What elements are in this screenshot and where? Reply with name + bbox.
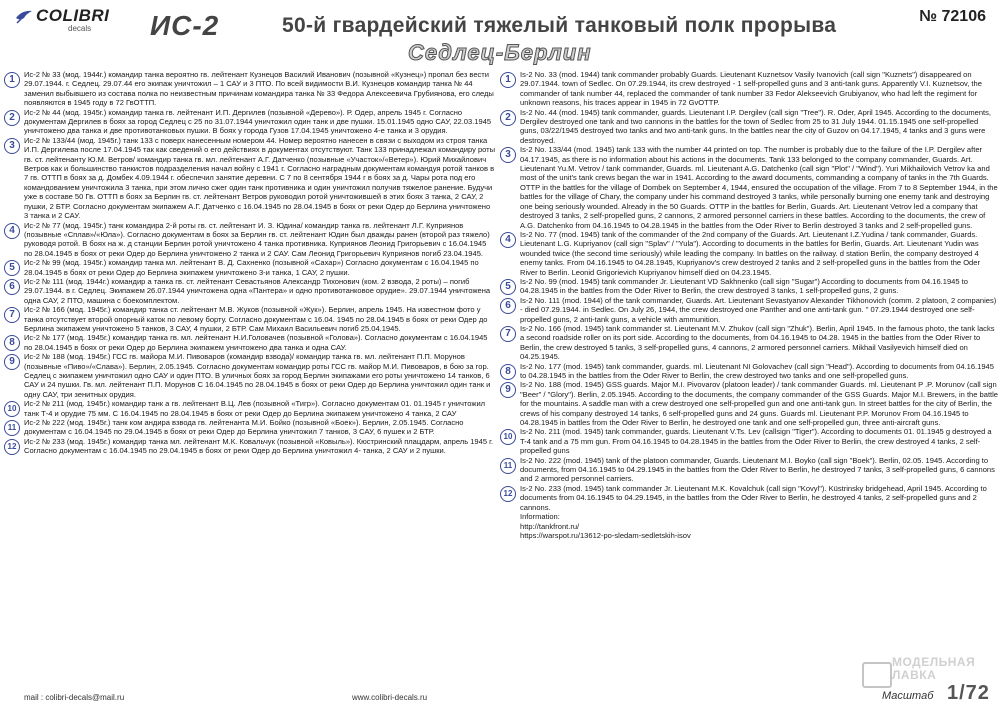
entry-text: Is-2 No. 233 (mod. 1945) tank commander Jr. Lieutenant M.K. Kovalchuk (call sign "Kovyl"). Küstrinsky bridgehead, April 1945. According to documents from 04.16.1945 to 04.29.1945, in the battles from the Oder River to Berlin, he destroyed 4 tanks, 2 self-propelled guns and 2 cannons. — [520, 483, 987, 512]
page-header — [0, 0, 1000, 70]
information-block — [498, 512, 998, 540]
entry-text: Is-2 No. 111 (mod. 1944) of the tank commander, Guards. Art. Lieutenant Sevastyanov Alexander Tikhonovich (comm. 2 platoon, 2 companies) - died 07.29.1944. in Sedlec. On July 26, 1944, the crew destroyed one Panther and one anti-tank gun. " 07.29.1944 destroyed one self-propelled guns, 2 anti-tank guns, a vehicle with ammunition. — [520, 295, 997, 324]
ru-entry — [2, 277, 496, 305]
footer-email[interactable]: mail : colibri-decals@mail.ru — [24, 693, 125, 702]
entry-text: Ис-2 № 177 (мод. 1945г.) командир танка гв. мл. лейтенант Н.И.Головачев (позывной «Голова»). Согласно документам с 16.04.1945 по 28.04.1945 в боях от реки Одер до Берлина экипажем уничтожено два танка и одна САУ. — [24, 333, 488, 352]
entry-text: Is-2 No. 211 (mod. 1945) tank commander, guards. Lieutenant V.Ts. Lev (callsign "Tiger"). According to documents 01. 01.1945 g destroyed a T-4 tank and a 75 mm gun. From 04.16.1945 to 04.28.1945 in the battles from the Oder River to Berlin, the crew destroyed 4 tanks, 2 self-propelled guns — [520, 427, 992, 456]
brand-sub: decals — [68, 24, 92, 33]
unit-title: 50-й гвардейский тяжелый танковый полк прорыва — [282, 14, 837, 37]
en-entry — [498, 230, 998, 277]
entry-text: Ис-2 № 33 (мод. 1944г.) командир танка вероятно гв. лейтенант Кузнецов Василий Иванович (позывной «Кузнец») пропал без вести 29.07.1944. г. Седлец. 29.07.44 его экипаж уничтожил – 1 САУ и 3 ПТО. По всей видимости В.И. Кузнецов командир танка № 44 заменил выбывшего из состава полка по неизвестным причинам командира танка № 33 Федора Алексеевича Грубиянова, его следы появляются в 1945 году в 72 ГвОТТП. — [24, 70, 494, 108]
ru-entry — [2, 437, 496, 456]
en-entry — [498, 296, 998, 324]
shop-icon — [862, 662, 892, 688]
entry-number-badge: 10 — [4, 401, 20, 417]
entry-number-badge: 4 — [500, 232, 516, 248]
scale-value: 1/72 — [947, 682, 990, 704]
source-link-tankfront[interactable]: http://tankfront.ru/ — [520, 521, 580, 531]
entry-text: Ис-2 № 233 (мод. 1945г.) командир танка мл. лейтенант М.К. Ковальчук (позывной «Ковыль»). Кюстринский плацдарм, апрель 1945 г. Согласно документам с 16.04.1945 по 29.04.1945 в боях от реки Одер до Берлина уничтожил 4- танка, 2 САУ и 2 пушки. — [24, 436, 494, 456]
en-entry — [498, 380, 998, 427]
en-entry — [498, 70, 998, 108]
colibri-logo — [8, 4, 123, 34]
en-entry — [498, 362, 998, 381]
entry-text: Ис-2 № 44 (мод. 1945г.) командир танка гв. лейтенант И.П. Дергилев (позывной «Дерево»). Р. Одер, апрель 1945 г. Согласно документам Дергилев в боях за город Седлец с 25 по 31.07.1944 уничтожил один танк и две пушки. 15.01.1945 одно САУ, 22.03.1945 уничтожено два танка и две противотанковых пушки. В боях у города Гузов 17.04.1945 уничтожено 4-е танка и 3 орудия. — [24, 107, 492, 136]
ru-entry — [2, 399, 496, 418]
entry-text: Ис-2 № 166 (мод. 1945г.) командир танка ст. лейтенант М.В. Жуков (позывной «Жук»). Берлин, апрель 1945. На известном фото у танка отсутствует второй опорный каток по левому борту. Согласно документам с 16.04. 1945 по 28.04.1945 в боях от реки Одер до Берлина экипажем уничтожено 5 танков, 3 САУ, 4 пушки, 2 БТР. Сам Михаил Васильевич погиб 25.04.1945. — [24, 305, 488, 333]
entry-text: Ис-2 № 99 (мод. 1945г.) командир танка мл. лейтенант В. Д. Сахненко (позывной «Сахар») Согласно документам с 16.04.1945 по 28.04.1945 в боях от реки Одер до Берлина экипажем уничтожено 3-и танка, 1 САУ, 2 пушки. — [24, 258, 479, 277]
entry-text: Ис-2 № 188 (мод. 1945г.) ГСС гв. майора М.И. Пивоваров (командир взвода)/ командир танка гв. мл. лейтенант П.П. Морунов (позывные «Пиво»/«Слава»). Берлин, 2.05.1945. Согласно документам командир роты ГСС гв. майор М.И. Пивоваров, в бою за гор. Седлец с экипажем уничтожил одно САУ и один ПТО. В уличных боях за город Берлин экипажами его роты уничтожено 14 танков, 6 САУ и 24 пушки. Гв. мл. лейтенант П.П. Морунов С 16.04.1945 по 28.04.1945 в боях от реки Одер до Берлина уничтожил один танк и одну САУ, три зенитных орудия. — [24, 352, 491, 399]
entry-number-badge: 4 — [4, 223, 20, 239]
entry-number-badge: 2 — [500, 110, 516, 126]
en-entry — [498, 427, 998, 455]
entry-text: Is-2 No. 222 (mod. 1945) tank of the platoon commander, Guards. Lieutenant M.I. Boyko (call sign "Boek"). Berlin, 02.05. 1945. According to documents, from 04.16.1945 to 04.29.1945 in the battles from the Oder River to Berlin, he destroyed 7 tanks, 3 self-propelled guns, 6 cannons and 2 armored personnel carriers. — [520, 455, 995, 484]
entry-number-badge: 2 — [4, 110, 20, 126]
entry-number-badge: 11 — [500, 458, 516, 474]
entry-text: Is-2 No. 99 (mod. 1945) tank commander Jr. Lieutenant VD Sakhnenko (call sign "Sugar") According to documents from 04.16.1945 to 04.28.1945 in the battles from the Oder River to Berlin, the crew destroyed 3 tanks, 1 self-propelled guns, 2 guns. — [520, 276, 968, 296]
entry-number-badge: 5 — [4, 260, 20, 276]
entry-text: Is-2 No. 133/44 (mod. 1945) tank 133 with the number 44 printed on top. The number is probably due to the failure of the I.P. Dergilev after 04.17.1945, as there is no information about his actions in the documents. Tank 133 belonged to the company commander, Guards. Art. Lieutenant Yu.M. Vetrov / tank commander, Guards. ml. Lieutenant A.G. Datchenko (call sign "Plot" / "Wind"). Yuri Mikhailovich Vetrov ka and most of the unit's tank crews began the war in 1941. According to the award documents, commanding a company of tanks in the 7th Guards. OTTP in the battles for the village of Dombek on September 4, 1944, ensured the occupation of the village. From 7 to 8 September 1944, in the battles for the village of Chary, the company under his command destroyed 3 tanks, while personally burning one enemy tank and destroying one being seriously wounded. Already in the 50 Guards. OTTP in the battles for Berlin, Guards. Art. Lieutenant Vetrov led a company that destroyed 3 tanks, 2 self-propelled guns, 2 cannons, 2 armored personnel carriers in these battles. According to the documents, the crew of A.G. Datchenko from 04.16.1945 to 04.28.1945 in the battles from the Oder River to Berlin destroyed 3 tanks and 2 self-propelled guns. — [520, 145, 998, 230]
ru-entry — [2, 108, 496, 136]
entry-text: Is-2 No. 77 (mod. 1945) tank of the commander of the 2nd company of the Guards. Art. Lieutenant I.Z.Yudina / tank commander, Guards. Lieutenant L.G. Kupriyanov (call sign "Splav" / "Yula"). According to documents in the battles for Berlin, Guards. Art. Lieutenant Yudin was wounded twice (the second time seriously) while leading the company. In battles on the railway. d station Berlin, the company destroyed 4 enemy tanks. From 04.16.1945 to 04.28.1945, Kupriyanov's crew destroyed 2 tanks and 2 self-propelled guns in the battles from the Oder River to Berlin. Leonid Grigorievich Kupriyanov himself died on 04.23.1945. — [520, 229, 980, 277]
ru-entry — [2, 136, 496, 221]
entry-text: Is-2 No. 188 (mod. 1945) GSS guards. Major M.I. Pivovarov (platoon leader) / tank commander Guards. ml. Lieutenant P .P. Morunov (call sign "Beer" / "Glory"). Berlin, 2.05.1945. According to the documents, the company commander of the GSS Guards. Major M.I. Brewers, in the battle for the mountains. A saddle man with a crew destroyed one self-propelled gun and one anti-tank gun. In street battles for the city of Berlin, the crews of his company destroyed 14 tanks, 6 self-propelled guns and 24 guns. Guards ml. Lieutenant P.P. Morunov From 04.16.1945 to 04.28.1945 in battles from the Oder River to Berlin, he destroyed one tank and one self-propelled gun, three anti-aircraft guns. — [520, 380, 999, 428]
entry-number-badge: 12 — [4, 439, 20, 455]
watermark-logo — [862, 655, 976, 692]
en-entry — [498, 456, 998, 484]
entry-text: Is-2 No. 166 (mod. 1945) tank commander st. Lieutenant M.V. Zhukov (call sign "Zhuk"). Berlin, April 1945. In the famous photo, the tank lacks a second roadside roller on its port side. According to the documents, from 04.16.1945 to 04.28. 1945 in the battles from the Oder River to Berlin, the crew destroyed 5 tanks, 3 self-propelled guns, 4 cannons, 2 armored personnel carriers. Mikhail Vasilyevich himself died on 04.25.1945. — [520, 323, 995, 362]
model-title: ИС-2 — [150, 10, 220, 41]
scale-label: Масштаб — [882, 690, 934, 702]
entry-text: Ис-2 № 211 (мод. 1945г.) командир танк а гв. лейтенант В.Ц. Лев (позывной «Тигр»). Согласно документам 01. 01.1945 г уничтожил танк Т-4 и орудие 75 мм. С 16.04.1945 по 28.04.1945 в боях от реки Одер до Берлина экипажем уничтожено 4 танка, 2 САУ — [24, 399, 486, 418]
entry-text: Is-2 No. 177 (mod. 1945) tank commander, guards. ml. Lieutenant NI Golovachev (call sign "Head"). According to documents from 04.16.1945 to 04.28.1945 in the battles from the Oder River to Berlin, the crew destroyed two tanks and one self-propelled guns. — [520, 361, 994, 380]
en-entry — [498, 324, 998, 362]
en-entry — [498, 484, 998, 512]
entry-number-badge: 7 — [4, 307, 20, 323]
entry-number-badge: 8 — [500, 364, 516, 380]
footer-website[interactable]: www.colibri-decals.ru — [352, 693, 428, 702]
entry-text: Is-2 No. 44 (mod. 1945) tank commander, guards. Lieutenant I.P. Dergilev (call sign "Tree"). R. Oder, April 1945. According to the documents, Dergilev destroyed one tank and two cannons in the battles for the town of Sedlec from 25 to 31 July 1944. 01.15.1945 one self-propelled guns, 03/22/1945 destroyed two tanks and two anti-tank guns. In the battles near the city of Guzov on 04.17.1945, 4 tanks and 3 guns were destroyed. — [520, 107, 991, 145]
entry-number-badge: 6 — [500, 298, 516, 314]
entry-number-badge: 6 — [4, 279, 20, 295]
entry-text: Is-2 No. 33 (mod. 1944) tank commander probably Guards. Lieutenant Kuznetsov Vasily Ivanovich (call sign "Kuznets") disappeared on 29.07.1944. town of Sedlec. On 07.29.1944, its crew destroyed - 1 self-propelled guns and 3 anti-tank guns. Apparently V.I. Kuznetsov, the commander of tank number 44, replaced the commander of tank number 33 Fedor Alekseevich Grubiyanov, who had left the regiment for unknown reasons, his traces appear in 1945 in 72 GvOTTP. — [520, 70, 982, 108]
ru-entry — [2, 221, 496, 259]
kit-number: № 72106 — [919, 8, 986, 25]
watermark-text: МОДЕЛЬНАЯ ЛАВКА — [892, 655, 976, 682]
information-label: Information: — [520, 512, 560, 522]
ru-entry — [2, 418, 496, 437]
entry-number-badge: 12 — [500, 486, 516, 502]
ru-entry — [2, 70, 496, 108]
entry-number-badge: 9 — [500, 382, 516, 398]
entry-text: Ис-2 № 77 (мод. 1945г.) танк командира 2-й роты гв. ст. лейтенант И. З. Юдина/ командир танка гв. лейтенант Л.Г. Куприянов (позывные «Сплав»/«Юла»). Согласно документам в боях за Берлин гв. ст. лейтенант Юдин был дважды ранен (второй раз тяжело) руководя ротой. В боях на ж. д станции Берлин ротой уничтожено 4 танка противника. Куприянов Леонид Григорьевич с 16.04.1945 по 28.04.1945 в боях от реки Одер до Берлина уничтожено 2 танка и 2 САУ. Сам Леонид Григорьевич Куприянов погиб 23.04.1945. — [24, 220, 490, 258]
ru-entry — [2, 258, 496, 277]
en-entry — [498, 277, 998, 296]
entry-text: Ис-2 № 111 (мод. 1944г.) командир а танка гв. ст. лейтенант Севастьянов Александр Тихонович (ком. 2 взвода, 2 роты) – погиб 29.07.1944. в г. Седлец. Экипажем 26.07.1944 уничтожена одна «Пантера» и одно противотанковое орудие». 29.07.1944 уничтожена одна САУ, 2 ПТО, машина с боекомплектом. — [24, 276, 491, 305]
entry-number-badge: 3 — [500, 147, 516, 163]
entry-number-badge: 10 — [500, 429, 516, 445]
english-column — [498, 70, 998, 540]
entry-number-badge: 7 — [500, 326, 516, 342]
entry-number-badge: 1 — [500, 72, 516, 88]
russian-column — [2, 70, 496, 456]
hummingbird-icon — [14, 8, 34, 24]
entry-number-badge: 8 — [4, 335, 20, 351]
en-entry — [498, 108, 998, 146]
en-entry — [498, 145, 998, 230]
ru-entry — [2, 305, 496, 333]
entry-text: Ис-2 № 133/44 (мод. 1945г.) танк 133 с поверх нанесенным номером 44. Номер вероятно нанесен в связи с выходом из строя танка И.П. Дергилева после 17.04.1945 так как сведений о его действиях в документах отсутствуют. Танк 133 принадлежал командиру роты гв. ст. лейтенанту Ю.М. Ветров/ командир танка гв. мл. лейтенант А.Г. Датченко (позывные «Участок»/«Ветер»). Юрий Михайлович Ветров как и большинство танкистов подразделения начал войну с 1941 г. Согласно наградным документам командуя ротой танков в 7 гв. ОТТП в боях за д. Домбек 4.09.1944 г. обеспечил занятие деревни. С 7 по 8 сентября 1944 г в боях за д. Чары рота под его командованием уничтожила 3 танка, при этом лично сжег один танк противника и один уничтожил получив тяжелое ранение. Будучи уже в составе 50 Гв. ОТТП в боях за Берлин гв. ст. лейтенант Ветров руководил ротой уничтожившей в этих боях 3 танка, 2 САУ, 2 пушки, 2 БТР. Согласно документам экипажем А.Г. Датченко с 16.04.1945 по 28.04.1945 в боях от реки Одер до Берлина уничтожено 3 танка и 2 САУ. — [24, 135, 496, 221]
entry-number-badge: 9 — [4, 354, 20, 370]
entry-number-badge: 1 — [4, 72, 20, 88]
entry-number-badge: 11 — [4, 420, 20, 436]
route-subtitle: Седлец-Берлин — [408, 40, 592, 65]
source-link-warspot[interactable]: https://warspot.ru/13612-po-sledam-sedletskih-isov — [520, 530, 691, 540]
ru-entry — [2, 352, 496, 399]
entry-number-badge: 3 — [4, 138, 20, 154]
ru-entry — [2, 333, 496, 352]
entry-number-badge: 5 — [500, 279, 516, 295]
entry-text: Ис-2 № 222 (мод. 1945г.) танк ком андира взвода гв. лейтенанта М.И. Бойко (позывной «Боек»). Берлин, 2.05.1945. Согласно документам с 16.04.1945 по 29.04.1945 в боях от реки Одер до Берлина уничтожил 7 танков, 3 САУ, 6 пушек и 2 БТР. — [24, 418, 464, 437]
brand-name: COLIBRI — [36, 6, 110, 25]
